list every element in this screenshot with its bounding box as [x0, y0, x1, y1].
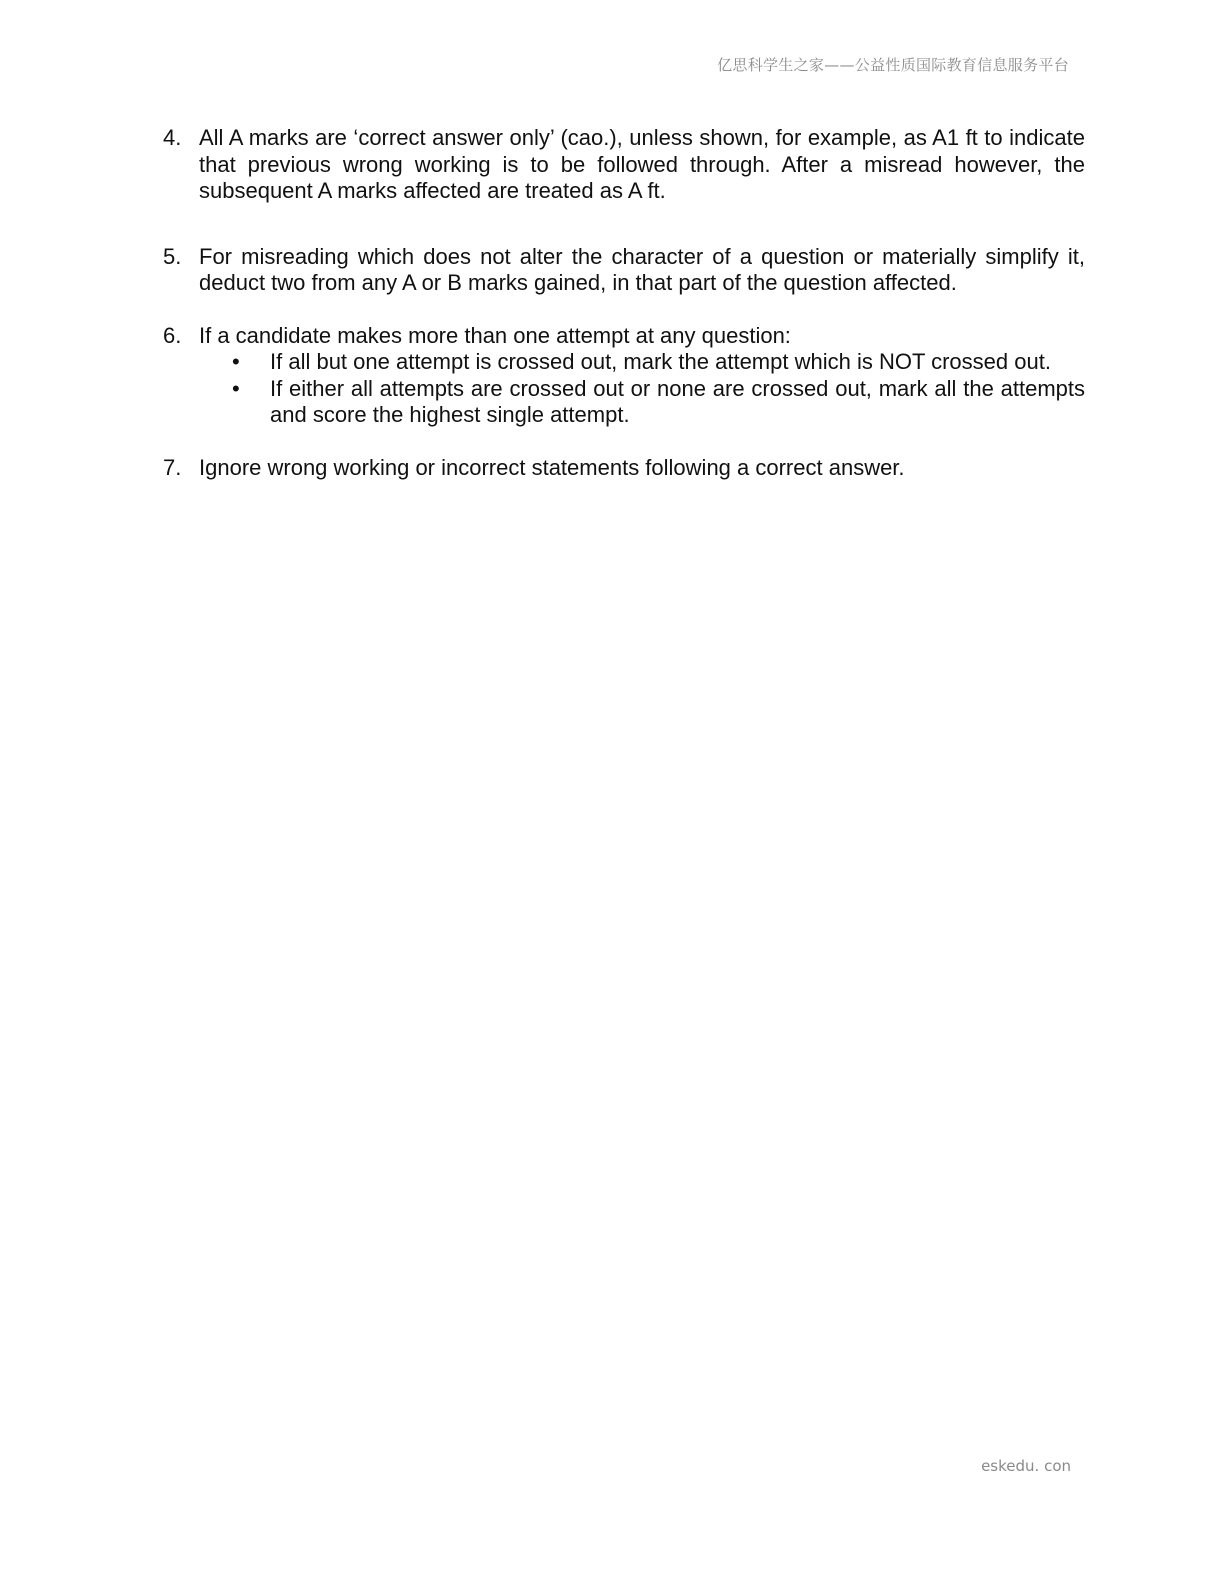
instruction-item-6: [163, 323, 1085, 429]
bullet-icon: •: [232, 375, 240, 401]
bullet-icon: •: [232, 349, 240, 374]
page-header-watermark: 亿思科学生之家——公益性质国际教育信息服务平台: [717, 56, 1069, 74]
item-text: Ignore wrong working or incorrect statements following a correct answer.: [199, 454, 905, 480]
bullet-item: [199, 349, 1085, 376]
item-text: If a candidate makes more than one attempt at any question:: [199, 322, 791, 348]
item-text: For misreading which does not alter the character of a question or materially simplify it, deduct two from any A or B marks gained, in that part of the question affected.: [199, 243, 1085, 295]
item-body: [199, 323, 1085, 429]
instruction-item-4: [163, 125, 1085, 205]
marking-instructions: [163, 125, 1085, 481]
item-text: All A marks are ‘correct answer only’ (cao.), unless shown, for example, as A1 ft to indicate that previous wrong working is to be followed through. After a misread however, the subsequent A marks affected are treated as A ft.: [199, 125, 1085, 203]
instruction-item-5: [163, 244, 1085, 297]
bullet-item: [199, 376, 1085, 429]
item-number: 6.: [163, 322, 182, 348]
page-footer-watermark: eskedu. con: [981, 1457, 1071, 1475]
bullet-text: If all but one attempt is crossed out, mark the attempt which is NOT crossed out.: [270, 349, 1051, 374]
item-number: 4.: [163, 125, 182, 150]
bullet-text: If either all attempts are crossed out or none are crossed out, mark all the attempts and score the highest single attempt.: [270, 375, 1085, 427]
bullet-list: [199, 349, 1085, 429]
instruction-item-7: [163, 455, 1085, 482]
item-number: 7.: [163, 454, 182, 480]
item-number: 5.: [163, 243, 182, 269]
